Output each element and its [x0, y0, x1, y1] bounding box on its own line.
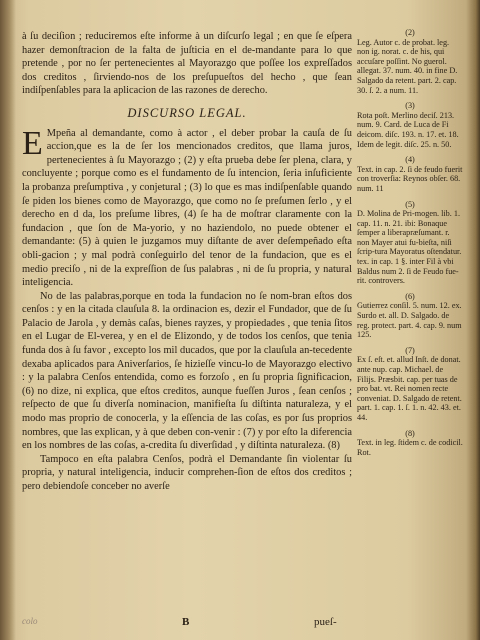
drop-cap-letter: E — [22, 124, 43, 162]
side-note — [357, 101, 463, 149]
note-text: Text. in cap. 2. ſi de feudo fuerit con troverſia: Reynos obſer. 68. num. 11 — [357, 164, 463, 193]
page-edge-shadow — [466, 0, 480, 640]
book-spine-shadow — [0, 0, 16, 640]
note-text: D. Molina de Pri-mogen. lib. 1. cap. 11. n. 21. ibi: Bonaque ſemper a liberapræſumant. r. non Mayer atui fu-bieſta, niſi ſcrip-tura Mayoratus oſtendatur. tex. in cap. 1 §. inter Fil à vbi Baldus num 2. ſi de Feudo fue-rit. controvers. — [357, 209, 462, 286]
paragraph-3: Tampoco en eſta palabra Cenſos, podrà el Demandante ſin violentar ſu propria, y natural inteligencia, inducir comprehen-ſion de eſtos dos creditos ; pero debiendoſe conceber no averſe — [22, 453, 352, 492]
note-number: (6) — [405, 291, 415, 301]
opening-paragraph: à ſu deciſion ; reduciremos eſte informe à un diſcurſo legal ; en que ſe eſpera hazer demonſtracion de la falta de juſticia en el de-mandante para lo que pretende , por no ſer pertenecientes al Mayorazgo que poſſee los expreſſados dos creditos , ſirviendo-nos de los preſupueſtos del hecho , que ſean indiſpenſables para la aplicacion de las razones de derecho. — [22, 31, 352, 97]
note-number: (4) — [405, 155, 415, 165]
side-note — [357, 28, 463, 95]
side-note — [357, 346, 463, 423]
note-text: Ex ſ. eſt. et. allud Inſt. de donat. ante nup. cap. Michael. de Filijs. Præsbit. cap. per tuas de pro bat. vt. Rei nomen recte conveniat. D. Salgado de retent. part. 1. cap. 1. ſ. 1. n. 42. 43. et. 44. — [357, 355, 462, 422]
note-number: (3) — [405, 101, 415, 111]
note-text: Leg. Autor c. de probat. leg. non ig. norat. c. de his, qui accuſare poſſint. No guerol. allegat. 37. num. 40. in fine D. Salgado da retent. part. 2. cap. 30. ſ. 2. a num. 11. — [357, 37, 458, 95]
note-text: Text. in leg. ſtidem c. de codicil. Rot. — [357, 438, 463, 457]
note-text: Gutierrez conſil. 5. num. 12. ex. Surdo et. all. D. Salgado. de reg. protect. part. 4. cap. 9. num 125. — [357, 301, 462, 340]
signature-mark: B — [182, 616, 190, 628]
side-note — [357, 155, 463, 193]
paragraph-2: No de las palabras,porque en toda la fundacion no ſe nom-bran eſtos dos cenſos : y en la citada clauſula 8. la ordinacion es, dezir el Fundador, que de ſu Palacio de Jarola , y demàs caſas, bienes rayzes, y propiedades , que tenia ſitos en el Lugar de El-verea, y en el de Elizondo, y de todos los cenſos, que tenia funda dos à ſu favor , excepto los mil ducados, que por la clauſula an-tecedente dexaba aplicados para Aniverſarios, ſe hizieſſe vincu-lo de Mayorazgo electivo : y la palabra Cenſos entendida, como es forzoſo , en ſu propria ſignificacion, (6) no dize, ni explica, que eſtos creditos, aunque fueſſen Juros , ſean cenſos ; reſpecto de que ſu diverſa nominacion, manifieſta ſu diſtinta naturaleza, y el modo mas proprio de conocerla, y la eſſencia de las coſas, es por ſus proprios nombres, que las explican, y à que deben con-venir : (7) y por eſto la diferencia en los nombres de las coſas, a-credita ſu diverſidad , y diſtinta naturaleza. (8) — [22, 290, 352, 452]
section-heading: DISCURSO LEGAL. — [127, 105, 247, 120]
catchword: pueſ- — [314, 616, 337, 628]
note-number: (5) — [405, 199, 415, 209]
note-number: (8) — [405, 428, 415, 438]
side-note — [357, 200, 463, 286]
library-stamp: colo — [22, 616, 38, 626]
note-number: (7) — [405, 345, 415, 355]
paragraph-1-text: Mpeña al demandante, como à actor , el deber probar la cauſa de ſu accion,que es la de ſer los mencionados creditos, que llama juros, pertenecientes à ſu Mayorazgo ; (2) y eſta prueba debe ſer plena, clara, y concluyente ; porque como es el fundamento de ſu intencion, ſeria inſuficiente la probanza preſumptiva , y conjetural ; (3) lo que es mas indiſpenſable quando ſe piden los bienes como de Mayorazgo, que como no ſe preſumen ſerlo , y el derecho en d da, los preſume libres, (4) ſe ha de moſtrar claramente con la fundacion , que ſon de Ma-yorio, y no haziendolo, no puede obtener el demandante: (5) à quien le juzgamos muy diſtante de aver deſempeñado eſta obli-gacion ; y mal podrà conſeguirlo del tenor de la fundacion, que es el medio preciſo , ni de la expreſſion de ſus palabras , ni de ſu propria, y natural inteligencia. — [22, 127, 352, 289]
paragraph-1 — [22, 124, 352, 290]
note-text: Rota poſt. Merlino deciſ. 213. num. 9. Card. de Luca de Fi deicom. diſc. 193. n. 17. et. 18. Idem de legit. diſc. 25. n. 50. — [357, 110, 459, 149]
side-note — [357, 292, 463, 340]
main-text-column — [22, 30, 352, 494]
side-notes-column — [357, 28, 463, 463]
side-note — [357, 429, 463, 458]
note-number: (2) — [405, 28, 415, 37]
